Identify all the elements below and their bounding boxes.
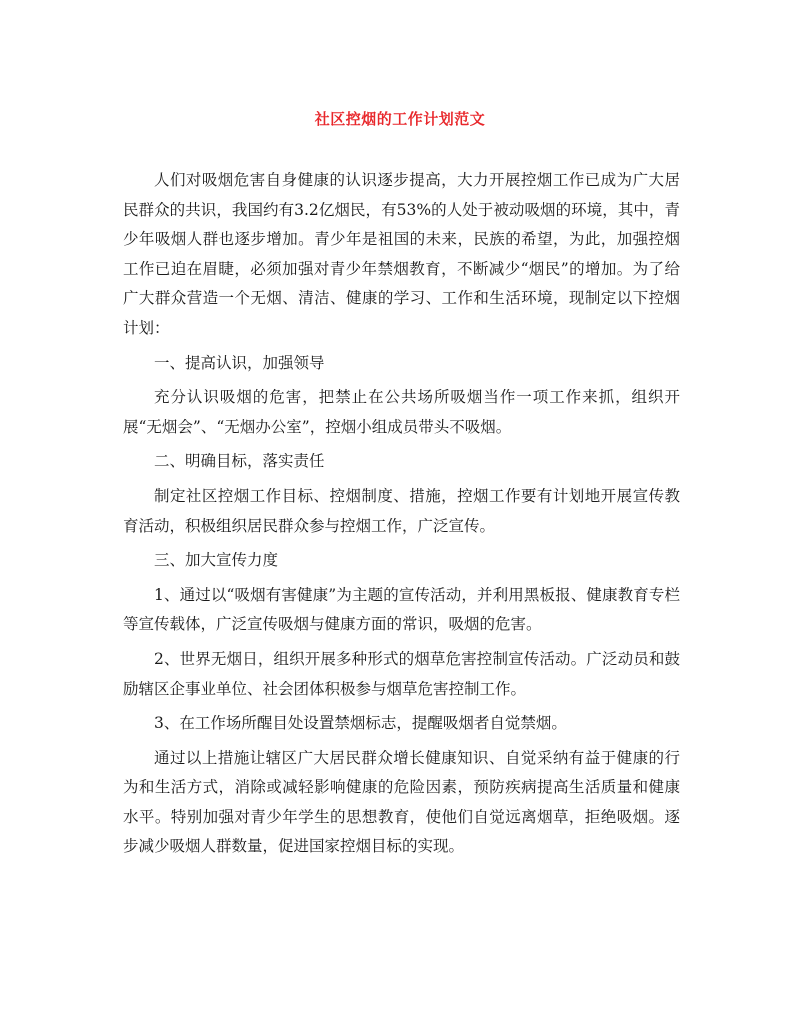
document-title: 社区控烟的工作计划范文 <box>314 110 486 128</box>
paragraph-section-2: 制定社区控烟工作目标、控烟制度、措施，控烟工作要有计划地开展宣传教育活动，积极组织居民群众参与控烟工作，广泛宣传。 <box>123 486 680 535</box>
section-heading-2: 二、明确目标，落实责任 <box>154 452 325 471</box>
list-item-2: 2、世界无烟日，组织开展多种形式的烟草危害控制宣传活动。广泛动员和鼓励辖区企事业单位、社会团体积极参与烟草危害控制工作。 <box>123 649 680 698</box>
list-item-3: 3、在工作场所醒目处设置禁烟标志，提醒吸烟者自觉禁烟。 <box>154 714 567 733</box>
section-heading-1: 一、提高认识，加强领导 <box>154 353 325 372</box>
list-item-1: 1、通过以“吸烟有害健康”为主题的宣传活动，并利用黑板报、健康教育专栏等宣传载体，广泛宣传吸烟与健康方面的常识，吸烟的危害。 <box>123 585 680 634</box>
paragraph-conclusion: 通过以上措施让辖区广大居民群众增长健康知识、自觉采纳有益于健康的行为和生活方式，消除或减轻影响健康的危险因素，预防疾病提高生活质量和健康水平。特别加强对青少年学生的思想教育，使他们自觉远离烟草，拒绝吸烟。逐步减少吸烟人群数量，促进国家控烟目标的实现。 <box>123 748 680 856</box>
document-body <box>123 166 680 867</box>
section-heading-3: 三、加大宣传力度 <box>154 551 279 570</box>
paragraph-intro: 人们对吸烟危害自身健康的认识逐步提高，大力开展控烟工作已成为广大居民群众的共识，我国约有3.2亿烟民，有53%的人处于被动吸烟的环境，其中，青少年吸烟人群也逐步增加。青少年是祖国的未来，民族的希望，为此，加强控烟工作已迫在眉睫，必须加强对青少年禁烟教育，不断减少“烟民”的增加。为了给广大群众营造一个无烟、清洁、健康的学习、工作和生活环境，现制定以下控烟计划： <box>123 171 680 337</box>
paragraph-section-1: 充分认识吸烟的危害，把禁止在公共场所吸烟当作一项工作来抓，组织开展“无烟会”、“无烟办公室”，控烟小组成员带头不吸烟。 <box>123 388 680 436</box>
